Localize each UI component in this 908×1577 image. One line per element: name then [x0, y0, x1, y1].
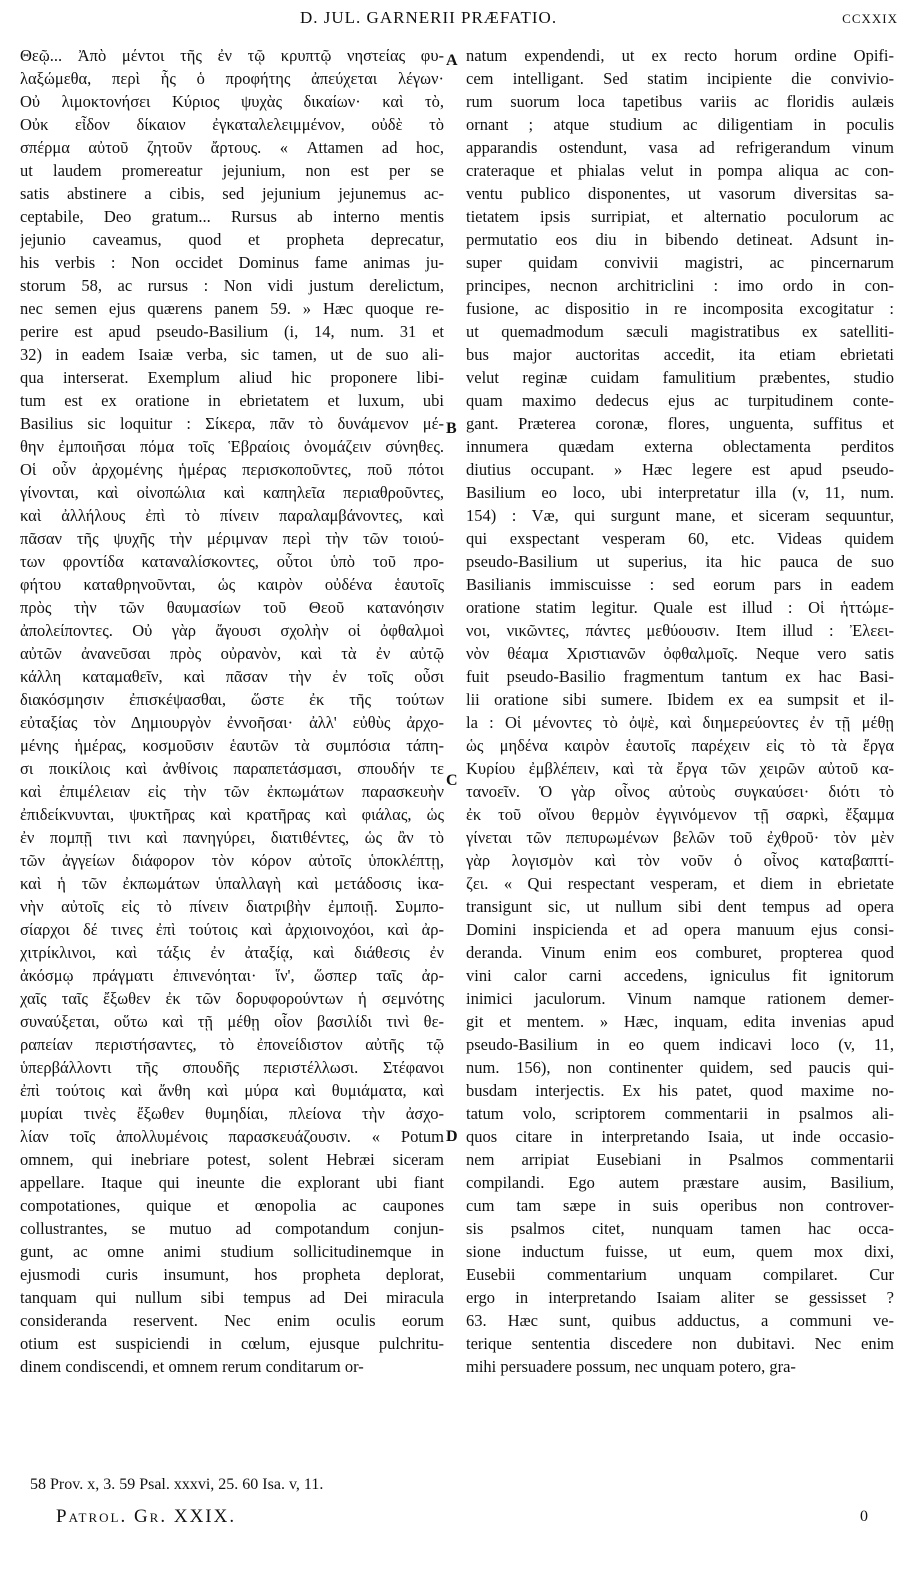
text-line: Basilium eo loco, ubi interpretatur illa (v, 11, num. [466, 483, 894, 502]
text-line: συναύξεται, οὕτω καὶ τῇ μέθῃ οἷον βασιλίδι τινὶ θε- [20, 1012, 444, 1031]
text-line: quos citare in interpretando Isaia, ut inde occasio- [466, 1127, 894, 1146]
text-line: ἀκόσμῳ πράγματι ἐπινενόηται· ἵν', ὥσπερ ταῖς ἀρ- [20, 966, 444, 985]
text-line: pseudo-Basilium in eo quem indicavi loco (v, 11, [466, 1035, 894, 1054]
text-line: his verbis : Non occidet Dominus fame animas ju- [20, 253, 444, 272]
text-line: σι ποικίλοις καὶ ἀνθίνοις παραπετάσμασι, σπουδήν τε [20, 759, 444, 778]
text-line: χιτρίκλινοι, καὶ τάξις ἐν ἀταξίᾳ, καὶ διάθεσις ἐν [20, 943, 444, 962]
text-line: ἐν πομπῇ τινι καὶ πανηγύρει, διατιθέντες, ὡς ἂν τὸ [20, 828, 444, 847]
text-line: νοι, νικῶντες, πάντες μεθύουσιν. Item illud : Ἐλεει- [466, 621, 894, 640]
text-line: χαῖς ταῖς ἔξωθεν ἐκ τῶν δορυφορούντων ἡ σεμνότης [20, 989, 444, 1008]
text-line: omnem, qui inebriare potest, solent Hebræi siceram [20, 1150, 444, 1169]
right-column [466, 44, 894, 1378]
text-line: μένης ἡμέρας, κοσμοῦσιν ἑαυτῶν τὰ συμπόσια τάπη- [20, 736, 444, 755]
text-line: tatum volo, scriptorem commentarii in psalmos ali- [466, 1104, 894, 1123]
text-line: natum expendendi, ut ex recto horum ordine Opifi- [466, 46, 894, 65]
text-line: ἀπολείποντες. Οὐ γὰρ ἄγουσι σχολὴν οἱ ὀφθαλμοὶ [20, 621, 444, 640]
text-line: apparandis ostendunt, vasa ad refrigerandum vinum [466, 138, 894, 157]
text-line: νὸν θέαμα Χριστιανῶν ὀφθαλμοῖς. Neque vero satis [466, 644, 894, 663]
text-line: ραπείαν περιστήσαντες, τὸ ἐπονείδιστον αὐτῆς τῷ [20, 1035, 444, 1054]
text-line: perire est apud pseudo-Basilium (i, 14, num. 31 et [20, 322, 444, 341]
text-line: Eusebii commentarium unquam compilaret. Cur [466, 1265, 894, 1284]
text-line: πρὸς τὴν τῶν θαυμασίων τοῦ Θεοῦ κατανόησιν [20, 598, 444, 617]
text-line: consideranda reservent. Nec enim oculis eorum [20, 1311, 444, 1330]
text-line: ventu publico disponentes, ut vasorum diversitas sa- [466, 184, 894, 203]
text-line: super quidam convivii magistri, ac pincernarum [466, 253, 894, 272]
text-line: ἐπιδείκνυνται, ψυκτῆρας καὶ κρατῆρας καὶ φιάλας, ὡς [20, 805, 444, 824]
text-line: φήτου καταθρηνοῦνται, ὡς καιρὸν οὐδένα ἑαυτοῖς [20, 575, 444, 594]
text-line: storum 58, ac rursus : Non vidi justum derelictum, [20, 276, 444, 295]
text-line: rum suorum loca tapetibus variis ac floridis aulæis [466, 92, 894, 111]
text-line: quam maximo dedecus ejus ac turpitudinem conte- [466, 391, 894, 410]
text-line: λίαν τοῖς ἀπολλυμένοις παρασκευάζουσιν. « Potum [20, 1127, 444, 1146]
text-line: cum tam sæpe in suis operibus non controver- [466, 1196, 894, 1215]
text-line: Domini inspicienda et ad opera manuum ejus consi- [466, 920, 894, 939]
margin-marker-c: C [446, 772, 458, 789]
page-number: CCXXIX [842, 11, 898, 26]
text-line: inimici jaculorum. Vinum namque rationem demer- [466, 989, 894, 1008]
text-line: lii oratione sibi sumere. Ibidem ex ea sumpsit et il- [466, 690, 894, 709]
text-line: Κυρίου ἐμβλέπειν, καὶ τὰ ἔργα τῶν χειρῶν αὐτοῦ κα- [466, 759, 894, 778]
text-line: νὴν αὐτοῖς εἰς τὸ πίνειν διατριβὴν ἐμποιῇ. Συμπο- [20, 897, 444, 916]
text-line: ὑπερβάλλοντι τῆς σπουδῆς περιστέλλωσι. Στέφανοι [20, 1058, 444, 1077]
text-line: nem arripiat Eusebiani in Psalmos commentarii [466, 1150, 894, 1169]
text-line: deranda. Vinum enim eos comburet, propterea quod [466, 943, 894, 962]
text-line: principes, necnon architriclini : imo ordo in con- [466, 276, 894, 295]
text-line: Basilianis immiscuisse : sed eorum pars in eadem [466, 575, 894, 594]
text-line: appellare. Itaque qui ineunte die explorant ubi fiant [20, 1173, 444, 1192]
text-line: ergo in interpretando Isaiam aliter se gessisset ? [466, 1288, 894, 1307]
series-title: Patrol. Gr. XXIX. [56, 1506, 237, 1527]
text-line: sis psalmos citet, nunquam tamen hac occa- [466, 1219, 894, 1238]
text-line: ὡς μηδένα καιρὸν ἑαυτοῖς παρέχειν εἰς τὸ τὰ ἔργα [466, 736, 894, 755]
text-line: ἐκ τοῦ οἴνου θερμὸν ἐγγινόμενον τῇ σαρκὶ, ἔξαμμα [466, 805, 894, 824]
text-line: mihi persuadere possum, nec unquam potero, gra- [466, 1357, 796, 1376]
text-line: bus major auctoritas accedit, ita etiam ebrietati [466, 345, 894, 364]
text-line: πᾶσαν τῆς ψυχῆς τὴν μέριμναν περὶ τὴν τῶν τοιού- [20, 529, 444, 548]
text-line: gunt, ac omne animi studium sollicitudinemque in [20, 1242, 444, 1261]
text-line: 154) : Væ, qui surgunt mane, et siceram sequuntur, [466, 506, 894, 525]
text-line: transigunt sic, ut nullum sibi dent tempus ad opera [466, 897, 894, 916]
text-line: gant. Præterea coronæ, flores, unguenta, suffitus et [466, 414, 894, 433]
text-line: σπέρμα αὐτοῦ ζητοῦν ἄρτους. « Attamen ad hoc, [20, 138, 444, 157]
text-line: busdam interjectis. Ex his patet, quod maxime no- [466, 1081, 894, 1100]
text-line: 63. Hæc sunt, quibus adductus, a communi ve- [466, 1311, 894, 1330]
left-column [20, 44, 444, 1378]
text-line: git et mentem. » Hæc, inquam, edita invenias apud [466, 1012, 894, 1031]
text-line: 32) in eadem Isaiæ verba, sic tamen, ut de suo ali- [20, 345, 444, 364]
text-line: καὶ ἡ τῶν ἐκπωμάτων ὑπαλλαγὴ καὶ μετάδοσις ἱκα- [20, 874, 444, 893]
text-line: Θεῷ... Ἀπὸ μέντοι τῆς ἐν τῷ κρυπτῷ νηστείας φυ- [20, 46, 444, 65]
text-line: diutius occupant. » Hæc legere est apud pseudo- [466, 460, 894, 479]
text-line: Basilius sic loquitur : Σίκερα, πᾶν τὸ δυνάμενον μέ- [20, 414, 444, 433]
margin-marker-b: B [446, 420, 457, 437]
text-line: qua interserat. Exemplum aliud hic proponere libi- [20, 368, 444, 387]
text-line: ἐπὶ τούτοις καὶ ἄνθη καὶ μύρα καὶ θυμιάματα, καὶ [20, 1081, 444, 1100]
text-line: satis abstinere a cibis, sed jejunium jejunemus ac- [20, 184, 444, 203]
text-line: ut laudem promereatur jejunium, non est per se [20, 161, 444, 180]
text-line: sione inductum fuisse, ut eum, quem mox dixi, [466, 1242, 894, 1261]
text-line: γίνεται τῶν πεπυρωμένων βελῶν τοῦ ἐχθροῦ· τὸν μὲν [466, 828, 894, 847]
text-line: jejunio caveamus, quod et propheta deprecatur, [20, 230, 444, 249]
text-line: permutatio eos diu in bibendo detineat. Adsunt in- [466, 230, 894, 249]
text-line: γίνονται, καὶ οἰνοπώλια καὶ καπηλεῖα περιαθροῦντες, [20, 483, 444, 502]
text-line: κάλλη καταμαθεῖν, καὶ πᾶσαν τὴν ἐν τοῖς οὖσι [20, 667, 444, 686]
footnotes: 58 Prov. x, 3. 59 Psal. xxxvi, 25. 60 Isa. v, 11. [30, 1476, 324, 1493]
text-line: σίαρχοι δέ τινες ἐπὶ τούτοις καὶ ἀρχιοινοχόοι, καὶ ἀρ- [20, 920, 444, 939]
text-line: τανοεῖν. Ὁ γὰρ οἶνος αὐτοὺς συγκαύσει· διότι τὸ [466, 782, 894, 801]
text-line: la : Οἱ μένοντες τὸ ὀψὲ, καὶ διημερεύοντες ἐν τῇ μέθῃ [466, 713, 894, 732]
text-line: ornant ; atque studium ac diligentiam in poculis [466, 115, 894, 134]
text-line: fuit pseudo-Basilio fragmentum tantum ex hac Basi- [466, 667, 894, 686]
text-line: λαξώμεθα, περὶ ἧς ὁ προφήτης ἀπεύχεται λέγων· [20, 69, 444, 88]
text-line: αὐτῶν ἀνανεῦσαι πρὸς οὐρανὸν, καὶ τὰ ἐν αὐτῷ [20, 644, 444, 663]
text-line: ζει. « Qui respectant vesperam, et diem in ebrietate [466, 874, 894, 893]
text-line: tanquam qui nullum sibi tempus ad Dei miracula [20, 1288, 444, 1307]
text-line: ut quemadmodum sæculi magistratibus ex satelliti- [466, 322, 894, 341]
text-line: tietatem ipsis surripiat, et alternatio poculorum ac [466, 207, 894, 226]
text-line: γὰρ λογισμὸν καὶ τὸν νοῦν ὁ οἶνος καταβαπτί- [466, 851, 894, 870]
text-line: καὶ ἀλλήλους ἐπὶ τὸ πίνειν παραλαμβάνοντες, καὶ [20, 506, 444, 525]
text-line: εὐταξίας τὸν Δημιουργὸν ἐννοῆσαι· ἀλλ' εὐθὺς ἀρχο- [20, 713, 444, 732]
text-line: Οὐ λιμοκτονήσει Κύριος ψυχὰς δικαίων· καὶ τὸ, [20, 92, 444, 111]
text-line: innumera quædam externa oblectamenta perditos [466, 437, 894, 456]
text-line: qui exspectant vesperam 60, etc. Videas quidem [466, 529, 894, 548]
text-line: τῶν ἀγγείων διάφορον τὸν κόρον αὐτοῖς ὑποκλέπτῃ, [20, 851, 444, 870]
text-line: ejusmodi curis insumunt, hos propheta deplorat, [20, 1265, 444, 1284]
margin-marker-d: D [446, 1128, 458, 1145]
text-line: ceptabile, Deo gratum... Rursus ab interno mentis [20, 207, 444, 226]
text-line: tum est ex oratione in ebrietatem et luxum, ubi [20, 391, 444, 410]
running-head [0, 6, 908, 34]
text-line: καὶ ἐπιμέλειαν εἰς τὴν τῶν ἐκπωμάτων παρασκευὴν [20, 782, 444, 801]
text-line: vini calor carni accedens, igniculus fit ignitorum [466, 966, 894, 985]
text-line: cem intelligant. Sed statim incipiente die convivio- [466, 69, 894, 88]
text-line: crateraque et phialas velut in pompa aliqua ac con- [466, 161, 894, 180]
text-line: pseudo-Basilium ut superius, ita hic pauca de suo [466, 552, 894, 571]
text-line: oratione statim legitur. Quale est illud : Οἱ ἡττώμε- [466, 598, 894, 617]
text-line: compotationes, quique et œnopolia ac caupones [20, 1196, 444, 1215]
text-line: fusione, ac dispositio in re incomposita excogitatur : [466, 299, 894, 318]
signature-mark: 0 [860, 1508, 868, 1525]
margin-marker-a: A [446, 52, 458, 69]
text-line: terique sententia discedere non dubitavi. Nec enim [466, 1334, 894, 1353]
text-line: dinem condiscendi, et omnem rerum conditarum or- [20, 1357, 364, 1376]
text-line: num. 156), non continenter quidem, sed paucis qui- [466, 1058, 894, 1077]
text-line: θην ἐμποιῆσαι πόμα τοῖς Ἑβραίοις ὀνομάζειν σύνηθες. [20, 437, 444, 456]
text-line: compilandi. Ego autem præstare ausim, Basilium, [466, 1173, 894, 1192]
text-line: μυρίαι τινὲς ἔξωθεν θυμηδίαι, πλείονα τὴν ἀσχο- [20, 1104, 444, 1123]
text-line: Οὐκ εἶδον δίκαιον ἐγκαταλελειμμένον, οὐδὲ τὸ [20, 115, 444, 134]
page-title: D. JUL. GARNERII PRÆFATIO. [300, 8, 558, 27]
text-line: Οἱ οὖν ἀρχομένης ἡμέρας περισκοποῦντες, ποῦ πότοι [20, 460, 444, 479]
text-line: otium est suspiciendi in cœlum, ejusque pulchritu- [20, 1334, 444, 1353]
text-line: των φροντίδα καταναλίσκοντες, οὗτοι ὑπὸ τοῦ προ- [20, 552, 444, 571]
text-line: διακόσμησιν ἐπισκέψασθαι, ὥστε ἐκ τῆς τούτων [20, 690, 444, 709]
text-line: nec semen ejus quærens panem 59. » Hæc quoque re- [20, 299, 444, 318]
text-line: velut reginæ cuidam famulitium præbentes, studio [466, 368, 894, 387]
text-line: collustrantes, se mutuo ad compotandum conjun- [20, 1219, 444, 1238]
